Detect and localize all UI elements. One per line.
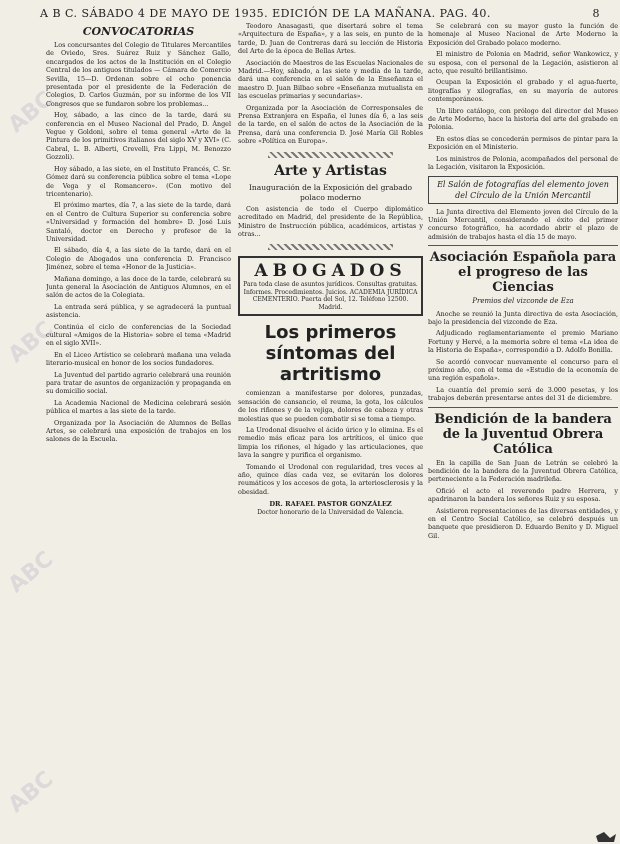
paragraph: La Academia Nacional de Medicina celebrará sesión pública el martes a las siete de la tarde. [46,398,231,416]
paragraph: Teodoro Anasagasti, que disertará sobre el tema «Arquitectura de España», y a las seis, en punto de la tarde, D. Juan de Contreras dará su lección de Historia del Arte de la época de Bellas Artes. [238,22,423,56]
watermark: ABC [3,546,59,599]
ornament-divider [268,244,393,250]
paragraph: El sábado, día 4, a las siete de la tarde, dará en el Colegio de Abogados una conferencia D. Francisco Jiménez, sobre el tema «Honor de la Justicia». [46,246,231,272]
paragraph: Tomando el Urodonal con regularidad, tres veces al año, quince días cada vez, se evitarán los dolores reumáticos y los accesos de gota, la arteriosclerosis y la obesidad. [238,462,423,496]
paragraph: Con asistencia de todo el Cuerpo diplomático acreditado en Madrid, del presidente de la República, Ministro de Instrucción pública, académicos, artistas y otras... [238,204,423,238]
paragraph: Mañana domingo, a las doce de la tarde, celebrará su Junta general la Asociación de Antiguos Alumnos, en el salón de actos de la Colegiata. [46,274,231,300]
section-subtitle: Premios del vizconde de Eza [472,297,574,306]
paragraph: Asistieron representaciones de las diversas entidades, y en el Centro Social Católico, se celebró después un banquete que presidieron D. Eduardo Benito y D. Miguel Gil. [428,506,618,540]
section-title-bendicion: Bendición de la bandera de la Juventud Obrera Católica [434,411,612,457]
header-date: A B C. SÁBADO 4 DE MAYO DE 1935. EDICIÓN DE LA MAÑANA. PAG. 40. [40,6,491,20]
section-title-asociacion: Asociación Española para el progreso de las Ciencias [429,250,617,296]
paragraph: Hoy sábado, a las siete, en el Instituto Francés, C. Sr. Gómez dará su conferencia pública sobre el tema «Lope de Vega y el Romancero». (Con motivo del tricentenario). [46,164,231,198]
ad-signature-sub: Doctor honorario de la Universidad de Valencia. [257,508,404,516]
section-heading: CONVOCATORIAS [82,25,195,38]
section-title-arte: Arte y Artistas [274,162,387,179]
paragraph: Los ministros de Polonia, acompañados del personal de la Legación, visitaron la Exposición. [428,154,618,172]
paragraph: En estos días se concederán permisos de pintar para la Exposición en el Ministerio. [428,134,618,152]
watermark: ABC [3,766,59,819]
paragraph: En la capilla de San Juan de Letrán se celebró la bendición de la bandera de la Juventud Obrera Católica, perteneciente a la Federación madrileña. [428,458,618,484]
advertisement-abogados [238,256,423,316]
paragraph: Se acordó convocar nuevamente el concurso para el próximo año, con el tema de «Estudio de la economía de una región española». [428,357,618,383]
paragraph: comienzan a manifestarse por dolores, punzadas, sensación de cansancio, el reuma, la gota, los cálculos de los riñones y de la vejiga, dolores de cabeza y otras molestias que se pueden combatir si se toma a tiempo. [238,389,423,423]
paragraph: El ministro de Polonia en Madrid, señor Wankowicz, y su esposa, con el personal de la Legación, asistieron al acto, que resultó brillantísimo. [428,50,618,76]
paragraph: Anoche se reunió la Junta directiva de esta Asociación, bajo la presidencia del vizconde de Eza. [428,309,618,326]
paragraph: Adjudicado reglamentariamente el premio Mariano Fortuny y Hervé, a la memoria sobre el tema «La idea de la Historia de España», correspondió a D. Adolfo Bonilla. [428,329,618,355]
corner-ink-mark [590,814,620,844]
paragraph: Organizada por la Asociación de Corresponsales de Prensa Extranjera en España, el lunes día 6, a las seis de la tarde, en el salón de actos de la Asociación de la Prensa, dará una conferencia D. José María Gil Robles sobre «Política en Europa». [238,103,423,146]
watermark: ABC [3,316,59,369]
column-3 [428,22,618,832]
paragraph: En el Liceo Artístico se celebrará mañana una velada literario-musical en honor de los socios fundadores. [46,350,231,368]
paragraph: La entrada será pública, y se agradecerá la puntual asistencia. [46,302,231,320]
paragraph: La Urodonal disuelve el ácido úrico y lo elimina. Es el remedio más eficaz para los artríticos, el único que limpia los riñones, el hígado y las articulaciones, que lava la sangre y purifica el organismo. [238,425,423,460]
paragraph: Ocupan la Exposición el grabado y el agua-fuerte, litografías y xilografías, en su mayoría de autores contemporáneos. [428,78,618,104]
paragraph: Ofició el acto el reverendo padre Herrera, y apadrinaron la bandera los señores Ruiz y su esposa. [428,486,618,504]
page-header [40,2,600,24]
ad-text: Para toda clase de asuntos jurídicos. Consultas gratuitas. Informes. Procedimientos. Juicios. ACADEMIA JURÍDICA CEMENTERIO. Puerta del Sol, 12. Teléfono 12500. Madrid. [243,281,418,311]
ad-signature: DR. RAFAEL PASTOR GONZÁLEZ [269,500,392,509]
paragraph: La Juventud del partido agrario celebrará una reunión para tratar de asuntos de organización y propaganda en su domicilio social. [46,370,231,396]
paragraph: Se celebrará con su mayor gusto la función de homenaje al Museo Nacional de Arte Moderno la Exposición del Grabado polaco moderno. [428,22,618,47]
paragraph: Organizada por la Asociación de Alumnos de Bellas Artes, se celebrará una exposición de trabajos en los salones de la Escuela. [46,418,231,444]
paragraph: La Junta directiva del Elemento joven del Círculo de la Unión Mercantil, considerando el éxito del primer concurso fotográfico, ha acordado abrir el plazo de admisión de trabajos hasta el día 15 de mayo. [428,207,618,241]
paragraph: El próximo martes, día 7, a las siete de la tarde, dará en el Centro de Cultura Superior su conferencia sobre «Universidad y formación del hombre» D. José Luis Santaló, doctor en Derecho y profesor de la Universidad. [46,201,231,243]
paragraph: La cuantía del premio será de 3.000 pesetas, y los trabajos deberán presentarse antes del 31 de diciembre. [428,385,618,403]
paragraph: Un libro catálogo, con prólogo del director del Museo de Arte Moderno, hace la historia del arte del grabado en Polonia. [428,106,618,132]
ornament-divider [268,152,393,158]
column-1 [46,22,231,832]
ad-headline: Los primeros síntomas del artritismo [264,322,397,386]
paragraph: Los concursantes del Colegio de Titulares Mercantiles de Oviedo, Sres. Suárez Ruiz y Sánchez Gallo, encargados de los actos de la Institución en el Colegio Central de los antiguos titulados — Cámara de Comercio Sevilla, 15—D. Ordenan sobre el ocho ponencia presentada por el presidente de la Federación de Colegios, D. Carlos Guzmán, por su informe de los VII Congresos que se fundaron sobre los problemas... [46,41,231,108]
divider [428,407,618,408]
divider [428,245,618,246]
paragraph: Continúa el ciclo de conferencias de la Sociedad cultural «Amigos de la Historia» sobre el tema «Madrid en el siglo XVII». [46,322,231,348]
column-2 [238,22,423,832]
boxed-heading: El Salón de fotografías del elemento joven del Círculo de la Unión Mercantil [428,176,618,204]
watermark: ABC [3,86,59,139]
paragraph: Hoy, sábado, a las cinco de la tarde, dará su conferencia en el Museo Nacional del Prado, D. Ángel Vegue y Goldoni, sobre el tema general «Arte de la Pintura de los primitivos italianos del siglo XV y XVI» (C. Cabral, L. B. Alberti, Crevelli, Fra Lippi, M. Benozzo Gozzoli). [46,111,231,162]
paragraph: Asociación de Maestros de las Escuelas Nacionales de Madrid.—Hoy, sábado, a las siete y media de la tarde, dará una conferencia en el salón de la Enseñanza el maestro D. Juan Bilbao sobre «Enseñanza mutualista en las escuelas primarias y secundarias». [238,58,423,101]
section-subtitle: Inauguración de la Exposición del grabado polaco moderno [248,182,413,202]
header-page-number: 8 [592,6,600,20]
ad-title: ABOGADOS [254,261,407,282]
